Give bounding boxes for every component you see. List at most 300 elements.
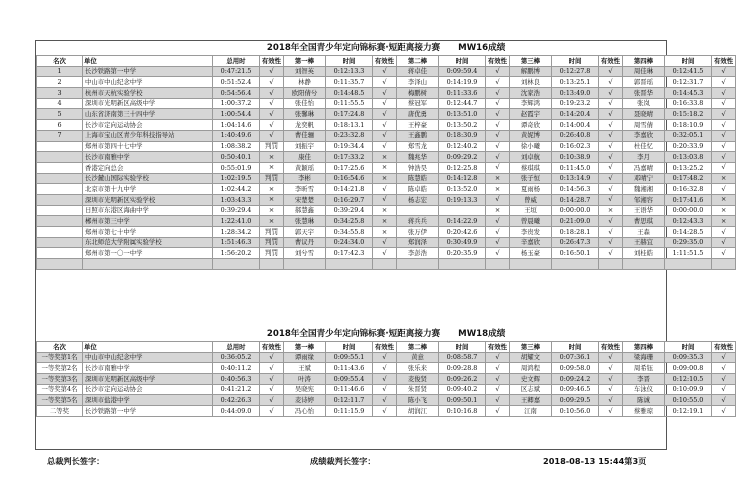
runner-name-cell: 梁海珊 — [623, 352, 665, 363]
runner-name-cell: 陈诚 — [623, 395, 665, 406]
runner-name-cell: 李辉鸿 — [510, 98, 552, 109]
rank-cell: 一等奖第1名 — [37, 352, 83, 363]
leg-validity-cell: √ — [486, 216, 510, 227]
leg-time-cell: 0:39:29.4 — [326, 205, 373, 216]
leg-validity-cell: √ — [712, 237, 736, 248]
total-validity-cell: × — [260, 216, 284, 227]
runner-name-cell: 刘振宇 — [284, 141, 326, 152]
runner-name-cell: 郭晋瑶 — [623, 77, 665, 88]
leg-validity-cell: √ — [712, 152, 736, 163]
leg-validity-cell: √ — [599, 130, 623, 141]
rank-cell — [37, 205, 83, 216]
runner-name-cell: 解鹏博 — [510, 66, 552, 77]
rank-cell: 1 — [37, 66, 83, 77]
leg-validity-cell: × — [712, 216, 736, 227]
leg-time-cell: 0:17:42.3 — [326, 248, 373, 259]
leg-time-cell: 0:34:25.8 — [326, 216, 373, 227]
runner-name-cell: 王鑫鹏 — [397, 130, 439, 141]
leg-time-cell: 0:12:25.8 — [439, 162, 486, 173]
leg-validity-cell: √ — [486, 352, 510, 363]
leg-validity-cell: √ — [599, 141, 623, 152]
total-time-cell: 0:40:56.3 — [213, 374, 260, 385]
team-unit-cell: 郑州市第四十七中学 — [83, 141, 213, 152]
runner-name-cell: 冯心怡 — [284, 406, 326, 417]
leg-validity-cell: √ — [599, 406, 623, 417]
runner-name-cell: 聂晓晴 — [623, 109, 665, 120]
leg-time-cell: 0:15:18.2 — [665, 109, 712, 120]
leg-validity-cell: √ — [373, 194, 397, 205]
leg-time-cell: 0:14:28.7 — [552, 194, 599, 205]
total-validity-cell: 判罚 — [260, 248, 284, 259]
column-header: 第三棒 — [510, 56, 552, 67]
leg-time-cell: 0:18:10.9 — [665, 120, 712, 131]
leg-time-cell: 0:13:14.9 — [552, 173, 599, 184]
runner-name-cell: 王赫宜 — [623, 237, 665, 248]
runner-name-cell: 曾晨曦 — [510, 216, 552, 227]
leg-time-cell: 0:09:29.2 — [439, 152, 486, 163]
leg-time-cell: 0:12:40.2 — [439, 141, 486, 152]
leg-validity-cell: √ — [486, 227, 510, 238]
rank-cell — [37, 248, 83, 259]
leg-validity-cell: √ — [486, 77, 510, 88]
runner-name-cell: 李泽山 — [397, 77, 439, 88]
runner-name-cell: 胡耀文 — [510, 352, 552, 363]
leg-validity-cell: √ — [486, 130, 510, 141]
runner-name-cell: 张馨琳 — [284, 109, 326, 120]
leg-time-cell: 0:30:49.9 — [439, 237, 486, 248]
leg-time-cell: 0:14:20.4 — [552, 109, 599, 120]
team-unit-cell: 长沙铁路第一中学 — [83, 66, 213, 77]
leg-validity-cell: √ — [712, 109, 736, 120]
total-validity-cell: 判罚 — [260, 227, 284, 238]
leg-validity-cell: √ — [486, 162, 510, 173]
leg-validity-cell: × — [599, 205, 623, 216]
column-header: 时间 — [552, 342, 599, 353]
leg-validity-cell: √ — [712, 184, 736, 195]
leg-validity-cell: × — [486, 205, 510, 216]
leg-time-cell — [552, 259, 599, 270]
rank-cell — [37, 141, 83, 152]
column-header: 有效性 — [373, 56, 397, 67]
leg-time-cell: 0:09:35.3 — [665, 352, 712, 363]
leg-validity-cell: √ — [486, 395, 510, 406]
column-header: 第二棒 — [397, 56, 439, 67]
runner-name-cell: 陈卓皓 — [397, 184, 439, 195]
leg-validity-cell: √ — [373, 363, 397, 374]
column-header: 时间 — [665, 342, 712, 353]
runner-name-cell: 区志斌 — [510, 384, 552, 395]
total-time-cell: 0:47:21.5 — [213, 66, 260, 77]
runner-name-cell: 蒋卓佳 — [397, 66, 439, 77]
column-header: 有效性 — [486, 342, 510, 353]
runner-name-cell: 曹思琪 — [623, 216, 665, 227]
team-unit-cell: 长沙市南雅中学 — [83, 152, 213, 163]
leg-time-cell — [439, 205, 486, 216]
leg-validity-cell: √ — [599, 152, 623, 163]
leg-validity-cell: √ — [486, 98, 510, 109]
leg-validity-cell: √ — [373, 406, 397, 417]
column-header: 有效性 — [260, 342, 284, 353]
runner-name-cell: 刘卓航 — [510, 152, 552, 163]
leg-validity-cell: √ — [712, 227, 736, 238]
leg-time-cell: 0:10:55.0 — [665, 395, 712, 406]
mw16-results-table — [36, 41, 736, 270]
leg-time-cell: 0:12:27.8 — [552, 66, 599, 77]
leg-validity-cell: √ — [373, 374, 397, 385]
runner-name-cell: 宋楚楚 — [284, 194, 326, 205]
runner-name-cell: 郭天宇 — [284, 227, 326, 238]
column-header: 单位 — [83, 342, 213, 353]
column-header: 时间 — [439, 56, 486, 67]
leg-time-cell: 0:14:00.4 — [552, 120, 599, 131]
leg-validity-cell: √ — [712, 363, 736, 374]
leg-validity-cell: √ — [373, 88, 397, 99]
column-header: 第一棒 — [284, 342, 326, 353]
total-time-cell: 0:55:01.9 — [213, 162, 260, 173]
leg-validity-cell — [486, 259, 510, 270]
column-header: 名次 — [37, 342, 83, 353]
leg-validity-cell: √ — [599, 77, 623, 88]
leg-validity-cell: √ — [599, 173, 623, 184]
rank-cell — [37, 237, 83, 248]
leg-validity-cell: √ — [486, 120, 510, 131]
leg-time-cell: 0:17:24.8 — [326, 109, 373, 120]
leg-validity-cell: √ — [486, 237, 510, 248]
leg-validity-cell: √ — [373, 141, 397, 152]
rank-cell: 一等奖第4名 — [37, 384, 83, 395]
runner-name-cell: 张乐来 — [397, 363, 439, 374]
total-validity-cell: 判罚 — [260, 141, 284, 152]
table-row — [37, 88, 736, 99]
runner-name-cell: 李月 — [623, 152, 665, 163]
runner-name-cell: 郝慧鑫 — [284, 205, 326, 216]
leg-time-cell: 0:16:02.3 — [552, 141, 599, 152]
table-row — [37, 363, 736, 374]
runner-name-cell — [397, 259, 439, 270]
leg-time-cell: 0:14:19.9 — [439, 77, 486, 88]
leg-time-cell: 0:09:59.4 — [439, 66, 486, 77]
runner-name-cell — [510, 259, 552, 270]
leg-time-cell: 0:11:35.7 — [326, 77, 373, 88]
leg-time-cell — [326, 259, 373, 270]
runner-name-cell: 周佳琳 — [623, 66, 665, 77]
leg-time-cell: 0:20:33.9 — [665, 141, 712, 152]
leg-validity-cell: √ — [712, 395, 736, 406]
runner-name-cell: 辛嘉欣 — [510, 237, 552, 248]
runner-name-cell: 杨志宏 — [397, 194, 439, 205]
leg-time-cell: 0:13:25.1 — [552, 77, 599, 88]
leg-time-cell: 0:10:56.0 — [552, 406, 599, 417]
leg-validity-cell: √ — [373, 120, 397, 131]
team-unit-cell: 长沙市定向运动协会 — [83, 384, 213, 395]
leg-time-cell: 0:18:28.1 — [552, 227, 599, 238]
runner-name-cell: 李嘉欣 — [623, 130, 665, 141]
leg-time-cell: 0:26:47.3 — [552, 237, 599, 248]
runner-name-cell: 梅鹏树 — [397, 88, 439, 99]
leg-time-cell: 0:14:28.5 — [665, 227, 712, 238]
leg-time-cell: 0:17:41.6 — [665, 194, 712, 205]
rank-cell: 一等奖第2名 — [37, 363, 83, 374]
runner-name-cell — [623, 259, 665, 270]
leg-validity-cell: √ — [599, 248, 623, 259]
leg-validity-cell: √ — [599, 237, 623, 248]
total-validity-cell: 判罚 — [260, 173, 284, 184]
leg-validity-cell: √ — [599, 66, 623, 77]
runner-name-cell: 杜佳忆 — [623, 141, 665, 152]
column-header: 总用时 — [213, 342, 260, 353]
rank-cell — [37, 173, 83, 184]
section-title — [37, 327, 736, 342]
leg-time-cell: 0:12:44.7 — [439, 98, 486, 109]
table-row — [37, 173, 736, 184]
leg-time-cell: 0:12:11.7 — [326, 395, 373, 406]
leg-time-cell: 0:19:34.4 — [326, 141, 373, 152]
runner-name-cell: 蔡雅琼 — [623, 406, 665, 417]
total-validity-cell: √ — [260, 130, 284, 141]
leg-validity-cell: √ — [599, 227, 623, 238]
leg-time-cell: 0:11:46.6 — [326, 384, 373, 395]
mw18-results-table — [36, 327, 736, 417]
runner-name-cell: 王垣 — [510, 205, 552, 216]
leg-time-cell: 0:34:55.8 — [326, 227, 373, 238]
rank-cell — [37, 152, 83, 163]
leg-time-cell: 0:14:21.8 — [326, 184, 373, 195]
total-time-cell: 0:40:11.2 — [213, 363, 260, 374]
leg-validity-cell: √ — [373, 77, 397, 88]
team-unit-cell — [83, 259, 213, 270]
leg-validity-cell: √ — [712, 130, 736, 141]
rank-cell: 一等奖第3名 — [37, 374, 83, 385]
team-unit-cell: 北京市第十九中学 — [83, 184, 213, 195]
table-row — [37, 406, 736, 417]
leg-time-cell: 0:16:50.1 — [552, 248, 599, 259]
column-header-row — [37, 56, 736, 67]
total-time-cell: 1:04:14.6 — [213, 120, 260, 131]
runner-name-cell: 张子恒 — [510, 173, 552, 184]
runner-name-cell: 胡润江 — [397, 406, 439, 417]
table-row — [37, 66, 736, 77]
column-header: 有效性 — [260, 56, 284, 67]
team-unit-cell: 长沙市定向运动协会 — [83, 120, 213, 131]
runner-name-cell — [397, 205, 439, 216]
results-judge-signature-label: 成绩裁判长签字： — [310, 456, 376, 466]
column-header-row — [37, 342, 736, 353]
team-unit-cell: 深圳市光明新区实验学校 — [83, 194, 213, 205]
leg-validity-cell: √ — [599, 216, 623, 227]
leg-time-cell — [665, 259, 712, 270]
column-header: 第四棒 — [623, 56, 665, 67]
leg-time-cell: 0:09:50.1 — [439, 395, 486, 406]
runner-name-cell: 郑雪龙 — [397, 141, 439, 152]
runner-name-cell: 张晋华 — [623, 88, 665, 99]
leg-time-cell: 0:11:33.6 — [439, 88, 486, 99]
runner-name-cell: 蔡冠军 — [397, 98, 439, 109]
competition-title: 2018年全国青少年定向锦标赛·短距离接力赛 — [266, 328, 441, 339]
table-row — [37, 130, 736, 141]
column-header: 时间 — [665, 56, 712, 67]
runner-name-cell: 周雪倩 — [623, 120, 665, 131]
runner-name-cell — [284, 259, 326, 270]
leg-validity-cell: × — [373, 152, 397, 163]
leg-time-cell — [439, 259, 486, 270]
leg-validity-cell: √ — [599, 98, 623, 109]
runner-name-cell: 邓晴宁 — [623, 173, 665, 184]
leg-validity-cell: √ — [599, 109, 623, 120]
runner-name-cell: 沈家浩 — [510, 88, 552, 99]
runner-name-cell: 曹议丹 — [284, 237, 326, 248]
leg-validity-cell: √ — [712, 98, 736, 109]
total-validity-cell: √ — [260, 384, 284, 395]
runner-name-cell: 麦俊贤 — [397, 374, 439, 385]
team-unit-cell: 日照市东港区海曲中学 — [83, 205, 213, 216]
leg-time-cell: 0:20:35.9 — [439, 248, 486, 259]
leg-time-cell: 0:17:25.6 — [326, 162, 373, 173]
print-date-page: 2018-08-13 15:44第3页 — [543, 456, 647, 466]
leg-validity-cell: × — [373, 162, 397, 173]
total-validity-cell: × — [260, 152, 284, 163]
rank-cell: 6 — [37, 120, 83, 131]
runner-name-cell: 蒋兵兵 — [397, 216, 439, 227]
column-header: 第一棒 — [284, 56, 326, 67]
runner-name-cell: 王斌 — [284, 363, 326, 374]
column-header: 时间 — [552, 56, 599, 67]
column-header: 时间 — [439, 342, 486, 353]
leg-time-cell: 0:09:00.8 — [665, 363, 712, 374]
table-row — [37, 120, 736, 131]
table-row — [37, 152, 736, 163]
leg-validity-cell: √ — [712, 384, 736, 395]
total-time-cell: 0:41:21.2 — [213, 384, 260, 395]
total-validity-cell: √ — [260, 66, 284, 77]
total-validity-cell: √ — [260, 77, 284, 88]
leg-time-cell: 0:11:15.9 — [326, 406, 373, 417]
team-unit-cell: 中山市中山纪念中学 — [83, 77, 213, 88]
rank-cell: 5 — [37, 109, 83, 120]
runner-name-cell: 林静 — [284, 77, 326, 88]
team-unit-cell: 深圳市盐港中学 — [83, 395, 213, 406]
leg-time-cell: 0:14:12.8 — [439, 173, 486, 184]
runner-name-cell: 周鸿程 — [510, 363, 552, 374]
total-time-cell: 1:08:38.2 — [213, 141, 260, 152]
leg-time-cell: 0:00:00.0 — [665, 205, 712, 216]
leg-time-cell: 0:17:48.2 — [665, 173, 712, 184]
table-row — [37, 205, 736, 216]
runner-name-cell: 黄意 — [397, 352, 439, 363]
team-unit-cell: 深圳市光明新区高级中学 — [83, 98, 213, 109]
total-validity-cell — [260, 259, 284, 270]
leg-time-cell: 0:20:42.6 — [439, 227, 486, 238]
leg-validity-cell: √ — [599, 374, 623, 385]
leg-time-cell: 0:24:34.0 — [326, 237, 373, 248]
leg-validity-cell: √ — [373, 98, 397, 109]
table-row — [37, 194, 736, 205]
leg-time-cell: 0:09:46.5 — [552, 384, 599, 395]
total-validity-cell: √ — [260, 352, 284, 363]
total-time-cell: 0:36:05.2 — [213, 352, 260, 363]
leg-time-cell: 0:16:29.7 — [326, 194, 373, 205]
total-time-cell: 1:00:37.2 — [213, 98, 260, 109]
runner-name-cell: 李彭浩 — [397, 248, 439, 259]
leg-validity-cell: √ — [373, 184, 397, 195]
total-time-cell — [213, 259, 260, 270]
runner-name-cell: 张慧琳 — [284, 216, 326, 227]
runner-name-cell: 谭奇欣 — [510, 120, 552, 131]
runner-name-cell: 欧阳倩兮 — [284, 88, 326, 99]
team-unit-cell: 长沙铁路第一中学 — [83, 406, 213, 417]
total-validity-cell: × — [260, 162, 284, 173]
leg-validity-cell: √ — [373, 352, 397, 363]
runner-name-cell: 叶涛 — [284, 374, 326, 385]
team-unit-cell: 长沙麓山国际实验学校 — [83, 173, 213, 184]
leg-time-cell: 0:09:28.8 — [439, 363, 486, 374]
leg-time-cell: 0:12:19.1 — [665, 406, 712, 417]
leg-time-cell: 0:13:52.0 — [439, 184, 486, 195]
rank-cell — [37, 259, 83, 270]
column-header: 有效性 — [712, 342, 736, 353]
total-validity-cell: × — [260, 194, 284, 205]
runner-name-cell: 刘桂皓 — [623, 248, 665, 259]
column-header: 有效性 — [373, 342, 397, 353]
leg-validity-cell: √ — [373, 395, 397, 406]
runner-name-cell: 刘兮雪 — [284, 248, 326, 259]
leg-validity-cell: √ — [486, 141, 510, 152]
table-row — [37, 216, 736, 227]
total-time-cell: 0:44:09.0 — [213, 406, 260, 417]
runner-name-cell: 王语华 — [623, 205, 665, 216]
column-header: 总用时 — [213, 56, 260, 67]
table-row — [37, 352, 736, 363]
leg-validity-cell: √ — [486, 152, 510, 163]
leg-validity-cell: √ — [373, 248, 397, 259]
leg-validity-cell: × — [373, 227, 397, 238]
runner-name-cell: 曾威 — [510, 194, 552, 205]
competition-title: 2018年全国青少年定向锦标赛·短距离接力赛 — [266, 42, 441, 53]
leg-validity-cell: √ — [486, 88, 510, 99]
column-header: 有效性 — [599, 56, 623, 67]
runner-name-cell: 陈小飞 — [397, 395, 439, 406]
leg-time-cell: 0:13:25.2 — [665, 162, 712, 173]
runner-name-cell: 吴晓宪 — [284, 384, 326, 395]
leg-time-cell: 0:18:13.1 — [326, 120, 373, 131]
leg-validity-cell: √ — [486, 363, 510, 374]
leg-time-cell: 0:10:38.9 — [552, 152, 599, 163]
leg-validity-cell: √ — [712, 141, 736, 152]
column-header: 时间 — [326, 56, 373, 67]
total-time-cell: 1:51:46.3 — [213, 237, 260, 248]
table-row — [37, 395, 736, 406]
leg-time-cell: 0:09:55.1 — [326, 352, 373, 363]
leg-time-cell: 0:09:24.2 — [552, 374, 599, 385]
table-row — [37, 237, 736, 248]
leg-time-cell: 0:11:43.6 — [326, 363, 373, 374]
leg-validity-cell: √ — [712, 162, 736, 173]
table-row — [37, 77, 736, 88]
runner-name-cell: 江南 — [510, 406, 552, 417]
runner-name-cell: 王森 — [623, 227, 665, 238]
leg-time-cell: 0:09:55.4 — [326, 374, 373, 385]
team-unit-cell: 郴州市第三中学 — [83, 216, 213, 227]
table-row — [37, 227, 736, 238]
runner-name-cell: 邹湘容 — [623, 194, 665, 205]
leg-time-cell: 0:14:48.5 — [326, 88, 373, 99]
team-unit-cell: 东北师范大学附属实验学校 — [83, 237, 213, 248]
event-class-label: MW18成绩 — [458, 328, 506, 339]
signature-footer — [0, 456, 702, 470]
chief-judge-signature-label: 总裁判长签字： — [47, 456, 105, 466]
total-time-cell: 1:00:54.4 — [213, 109, 260, 120]
leg-time-cell: 0:09:26.2 — [439, 374, 486, 385]
column-header: 第二棒 — [397, 342, 439, 353]
